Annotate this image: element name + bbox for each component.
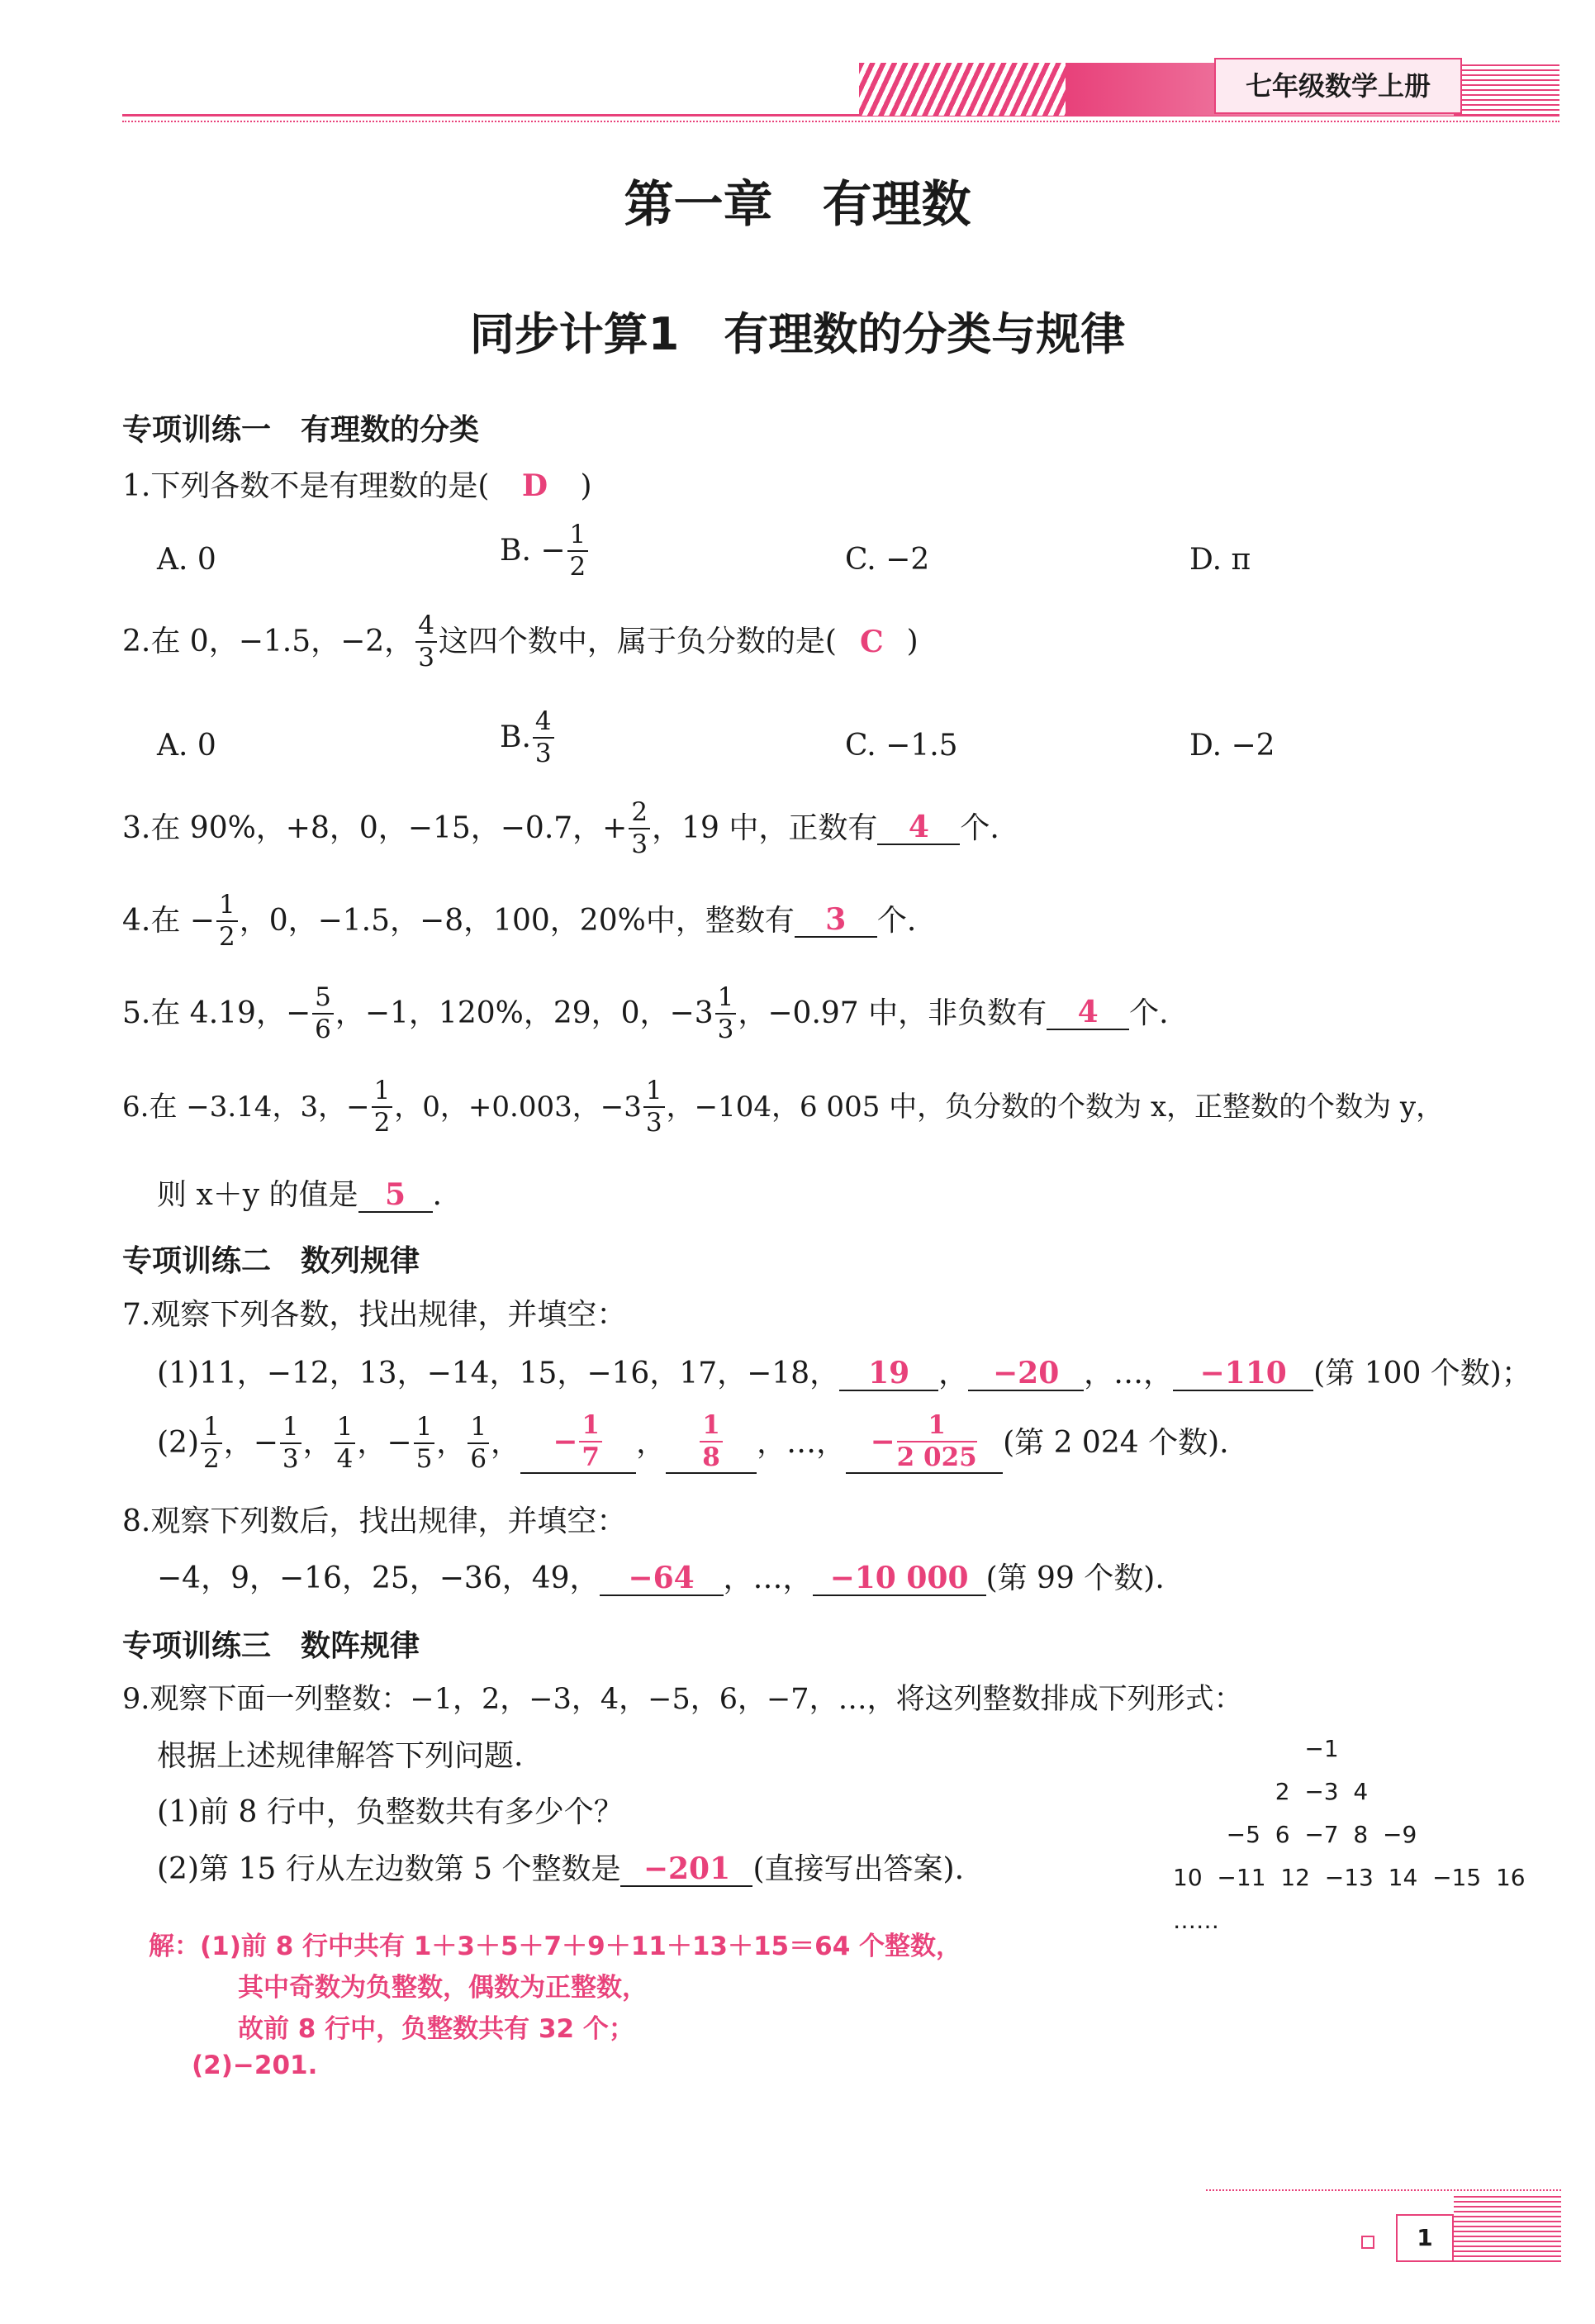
solution-line-2: 其中奇数为负整数，偶数为正整数， [238,1973,648,2003]
denominator: 3 [631,829,648,859]
q5-fraction-2 [715,982,737,1044]
q4-fraction [216,892,238,950]
q7-p1-a: (1)11，−12，13，−14，15，−16，17，−18， [157,1357,840,1390]
q8-answer-1: −64 [600,1563,724,1596]
q7-p1-tail: (第 100 个数)； [1313,1357,1531,1390]
numerator: 2 [629,800,650,829]
s1-heading: 专项训练一 有理数的分类 [122,413,480,447]
s2-heading: 专项训练二 数列规律 [122,1244,420,1278]
q1-option-d: D. π [1189,543,1251,577]
q7-p2-tail: (第 2 024 个数). [1003,1426,1229,1460]
q7-part-2 [157,1410,1229,1474]
q6-fraction-1 [372,1078,393,1136]
q2-option-a: A. 0 [157,729,216,763]
header-dotted-rule [122,121,1559,122]
q7-p1-answer-2: −20 [968,1358,1084,1391]
q4-stem-b: ，0，−1.5，−8，100，20%中，整数有 [239,904,795,938]
q2-option-b-pre: B. [500,720,531,754]
q3-answer: 4 [877,812,960,845]
solution-line-1: 解：(1)前 8 行中共有 1＋3＋5＋7＋9＋11＋13＋15＝64 个整数， [149,1932,962,1961]
denominator: 2 [569,552,586,582]
numerator: 1 [372,1078,393,1108]
q3-stem-b: ，19 中，正数有 [652,811,878,845]
q2-option-b [500,706,556,768]
denominator: 2 [373,1108,391,1138]
q2-stem-b: 这四个数中，属于负分数的是( [438,625,837,658]
q7-p2-answer-1-fraction [579,1410,602,1472]
q6-stem-a: 6.在 −3.14，3，− [122,1091,370,1124]
q5-stem-d: 个. [1129,996,1169,1030]
denominator: 3 [645,1108,662,1138]
q6-line2-a: 则 x＋y 的值是 [157,1178,358,1212]
denominator: 3 [282,1444,299,1474]
q6-line-2 [157,1177,442,1213]
q7-p1-sep2: ，…， [1084,1357,1174,1390]
numerator: 1 [468,1414,489,1444]
q5-stem [122,982,1169,1044]
denominator: 7 [582,1442,600,1472]
numerator: 1 [216,892,238,922]
q7-p2-sep-2: ， [302,1426,333,1460]
q7-p2-sep-1: ，− [223,1426,278,1460]
q7-p1-sep1: ， [938,1357,969,1390]
q7-p2-sep-4: ， [436,1426,467,1460]
q5-stem-b: ，−1，120%，29，0，−3 [335,996,714,1030]
numerator: 1 [201,1414,222,1444]
q9-line-4 [157,1851,965,1887]
numerator: 1 [897,1413,977,1442]
q5-fraction-1 [312,982,334,1044]
header-label-box [1214,58,1462,114]
q8-line-a: −4，9，−16，25，−36，49， [157,1561,600,1595]
q4-answer: 3 [795,905,877,938]
q2-option-d: D. −2 [1189,729,1275,763]
q7-p2-sep-6: ， [636,1426,667,1460]
denominator: 3 [418,643,434,672]
page-number: 1 [1417,2224,1433,2251]
q9-answer: −201 [620,1854,752,1887]
q7-p2-answer-3-fraction [896,1410,977,1472]
q7-p2-lead: (2) [157,1426,199,1460]
header-stripes [859,63,1066,116]
denominator: 3 [534,739,552,768]
denominator: 5 [415,1444,433,1474]
header-hatch [1462,63,1559,116]
denominator: 2 [203,1444,220,1474]
q3-stem [122,797,999,859]
q6-line2-b: . [432,1178,442,1212]
integer-triangle [1173,1735,1526,1940]
q6-fraction-2 [643,1078,665,1136]
page-number-box [1396,2214,1454,2262]
q1-option-a: A. 0 [157,543,216,577]
triangle-row-3: −5 6 −7 8 −9 [1226,1821,1417,1848]
q2-option-c: C. −1.5 [845,729,958,763]
numerator: 1 [579,1413,602,1442]
q2-stem [122,613,919,671]
footer-hatch [1454,2196,1561,2262]
numerator: 1 [700,1413,723,1442]
section-title: 同步计算1 有理数的分类与规律 [469,308,1126,360]
q7-p2-fraction-3 [335,1414,356,1472]
q7-p2-sep-7: ，…， [757,1426,847,1460]
solution-line-4: (2)−201. [192,2051,318,2080]
q5-stem-a: 5.在 4.19，− [122,996,311,1030]
q1-stem-b: ) [580,469,592,503]
q7-p2-answer-3 [846,1410,1003,1474]
triangle-row-1: −1 [1304,1735,1339,1762]
numerator: 4 [533,709,554,739]
q1-option-b [500,522,590,580]
q6-stem-b: ，0，+0.003，−3 [394,1091,642,1124]
denominator: 8 [702,1442,720,1472]
q9-l4-b: (直接写出答案). [752,1852,965,1886]
q7-p2-answer-2-fraction [700,1410,723,1472]
numerator: 4 [415,613,437,643]
q2-answer: C [859,625,884,659]
q5-stem-c: ，−0.97 中，非负数有 [738,996,1047,1030]
footer-small-square [1361,2236,1374,2249]
q1-answer: D [521,468,548,503]
q2-stem-a: 2.在 0，−1.5，−2， [122,625,415,658]
q7-stem: 7.观察下列各数，找出规律，并填空： [122,1298,627,1332]
numerator: 5 [312,985,334,1015]
q7-p2-sep-3: ，− [357,1426,412,1460]
q1-option-b-fraction [567,522,589,580]
footer-band [0,2181,1595,2280]
minus-sign: − [553,1424,578,1459]
q7-p2-fraction-2 [280,1414,301,1472]
q7-p1-answer-1: 19 [839,1358,938,1391]
q7-p2-answer-2 [666,1410,757,1474]
q7-p1-answer-3: −110 [1173,1358,1313,1391]
q6-answer: 5 [358,1180,433,1213]
q8-sep: ，…， [723,1561,813,1595]
q7-p2-sep-5: ， [491,1426,521,1460]
q3-fraction [629,797,650,859]
triangle-row-2: 2 −3 4 [1275,1778,1369,1805]
denominator: 2 025 [896,1442,977,1472]
q3-stem-c: 个. [960,811,999,845]
denominator: 6 [470,1444,487,1474]
q9-l4-a: (2)第 15 行从左边数第 5 个整数是 [157,1852,621,1886]
q8-answer-2: −10 000 [813,1563,986,1596]
q6-stem [122,1078,1444,1136]
triangle-row-4: 10 −11 12 −13 14 −15 16 [1173,1864,1526,1891]
chapter-title: 第一章 有理数 [624,176,971,234]
s3-heading: 专项训练三 数阵规律 [122,1629,420,1663]
numerator: 1 [280,1414,301,1444]
denominator: 2 [218,922,235,952]
q7-p2-fraction-4 [414,1414,435,1472]
numerator: 1 [567,522,589,552]
q7-p2-answer-1 [520,1410,636,1474]
q3-stem-a: 3.在 90%，+8，0，−15，−0.7，+ [122,811,628,845]
q8-line [157,1563,1165,1596]
q4-stem [122,892,916,950]
q2-fraction [415,613,437,671]
q1-stem-a: 1.下列各数不是有理数的是( [122,469,490,503]
triangle-row-5: …… [1173,1907,1219,1934]
q7-p2-fraction-5 [468,1414,489,1472]
denominator: 3 [717,1015,734,1044]
q7-p2-fraction-1 [201,1414,222,1472]
q9-stem: 9.观察下面一列整数：−1，2，−3，4，−5，6，−7，…，将这列整数排成下列形式： [122,1683,1243,1716]
q6-stem-c: ，−104，6 005 中，负分数的个数为 x，正整数的个数为 y， [666,1091,1445,1124]
numerator: 1 [643,1078,665,1108]
denominator: 6 [315,1015,331,1044]
q9-line-3: (1)前 8 行中，负整数共有多少个？ [157,1795,624,1829]
q4-stem-c: 个. [876,904,917,938]
header-band [0,50,1595,124]
q7-part-1 [157,1358,1531,1391]
numerator: 1 [715,985,737,1015]
denominator: 4 [336,1444,354,1474]
minus-sign: − [870,1424,895,1459]
q8-tail: (第 99 个数). [985,1561,1165,1595]
solution-line-3: 故前 8 行中，负整数共有 32 个； [238,2014,634,2044]
q4-stem-a: 4.在 − [122,904,215,938]
book-label: 七年级数学上册 [1245,70,1431,102]
numerator: 1 [335,1414,356,1444]
footer-dotted-rule [1206,2189,1561,2191]
q2-option-b-fraction [533,706,554,768]
q2-stem-c: ) [906,625,919,658]
q1-option-c: C. −2 [845,543,930,577]
q1-stem [122,468,592,503]
q5-answer: 4 [1047,997,1129,1030]
q1-option-b-pre: B. − [500,534,566,568]
numerator: 1 [414,1414,435,1444]
q9-line-2: 根据上述规律解答下列问题. [157,1739,524,1773]
q8-stem: 8.观察下列数后，找出规律，并填空： [122,1504,627,1538]
